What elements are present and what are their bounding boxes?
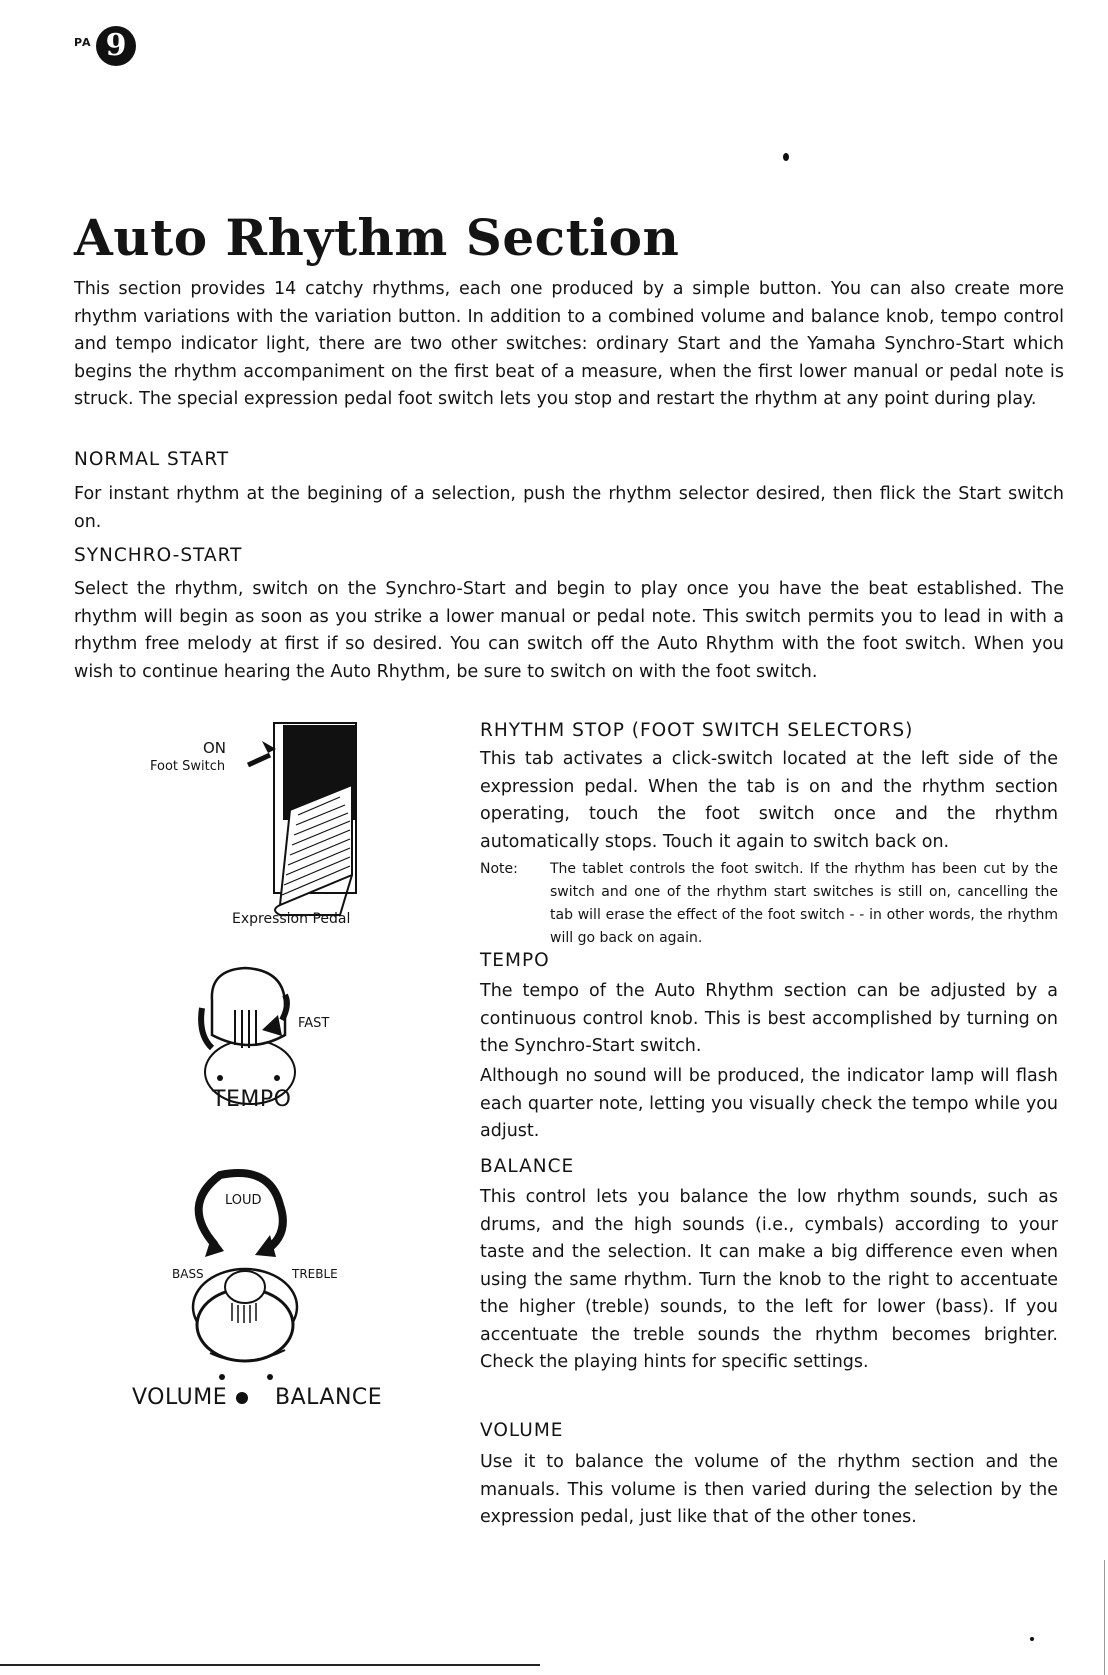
- bass-label: BASS: [172, 1267, 204, 1281]
- tempo-fast-label: FAST: [298, 1016, 330, 1031]
- page-title: Auto Rhythm Section: [74, 208, 680, 267]
- balance-text: This control lets you balance the low rhythm sounds, such as drums, and the high sounds (i.e., cymbals) according to your taste and the selection. It can make a big difference even when using the same rhythm. Turn the knob to the right to accentuate the higher (treble) sounds, to the left for lower (bass). If you accentuate the treble sounds the rhythm becomes brighter. Check the playing hints for specific settings.: [480, 1187, 1058, 1372]
- balance-heading: BALANCE: [480, 1156, 575, 1177]
- pedal-on-label: ON: [203, 739, 227, 757]
- intro-paragraph: This section provides 14 catchy rhythms, each one produced by a simple button. You can also create more rhythm variations with the variation button. In addition to a combined volume and balance knob, tempo control and tempo indicator light, there are two other switches: ordinary Start and the Yamaha Synchro-Start which begins the rhythm accompaniment on the first beat of a measure, when the first lower manual or pedal note is struck. The special expression pedal foot switch lets you stop and restart the rhythm at any point during play.: [74, 279, 1064, 409]
- tempo-heading: TEMPO: [480, 950, 550, 971]
- stray-dot: [783, 153, 789, 161]
- volume-caption: VOLUME: [132, 1385, 228, 1410]
- expression-pedal-figure: [140, 715, 380, 935]
- tempo-knob-figure: [190, 960, 370, 1150]
- page-number-badge: [74, 22, 146, 74]
- volume-text: Use it to balance the volume of the rhythm section and the manuals. This volume is then varied during the selection by the expression pedal, just like that of the other tones.: [480, 1452, 1058, 1527]
- page-number: 9: [96, 26, 136, 66]
- tempo-text-2: Although no sound will be produced, the indicator lamp will flash each quarter note, letting you visually check the tempo while you adjust.: [480, 1066, 1058, 1141]
- tempo-caption: TEMPO: [212, 1087, 292, 1112]
- note-label: Note:: [480, 861, 518, 877]
- balance-caption: BALANCE: [275, 1385, 383, 1410]
- normal-start-heading: NORMAL START: [74, 449, 230, 470]
- rhythm-stop-heading: RHYTHM STOP (FOOT SWITCH SELECTORS): [480, 720, 914, 741]
- tempo-text-1: The tempo of the Auto Rhythm section can be adjusted by a continuous control knob. This is best accomplished by turning on the Synchro-Start switch.: [480, 981, 1058, 1056]
- pedal-drawing: [140, 715, 380, 935]
- treble-label: TREBLE: [292, 1267, 338, 1281]
- bottom-rule: [0, 1664, 540, 1666]
- note-text: The tablet controls the foot switch. If the rhythm has been cut by the switch and one of the rhythm start switches is still on, cancelling the tab will erase the effect of the foot switch - - in other words, the rhythm will go back on again.: [550, 861, 1058, 946]
- rhythm-stop-text: This tab activates a click-switch located at the left side of the expression pedal. When the tab is on and the rhythm section operating, touch the foot switch once and the rhythm automatically stops. Touch it again to switch back on.: [480, 749, 1058, 852]
- stray-dot-bottom: [1030, 1637, 1034, 1641]
- normal-start-text: For instant rhythm at the begining of a selection, push the rhythm selector desired, then flick the Start switch on.: [74, 484, 1064, 532]
- synchro-start-heading: SYNCHRO-START: [74, 545, 243, 566]
- foot-switch-label: Foot Switch: [150, 759, 226, 774]
- expression-pedal-caption: Expression Pedal: [232, 911, 351, 927]
- loud-label: LOUD: [225, 1193, 262, 1208]
- right-edge-mark: [1104, 1560, 1105, 1675]
- page-prefix: PA: [74, 36, 92, 49]
- synchro-start-text: Select the rhythm, switch on the Synchro-Start and begin to play once you have the beat established. The rhythm will begin as soon as you strike a lower manual or pedal note. This switch permits you to lead in with a rhythm free melody at first if so desired. You can switch off the Auto Rhythm with the foot switch. When you wish to continue hearing the Auto Rhythm, be sure to switch on with the foot switch.: [74, 579, 1064, 682]
- volume-heading: VOLUME: [480, 1420, 564, 1441]
- volume-balance-knob-figure: [120, 1165, 400, 1445]
- tempo-knob-drawing: [190, 960, 370, 1150]
